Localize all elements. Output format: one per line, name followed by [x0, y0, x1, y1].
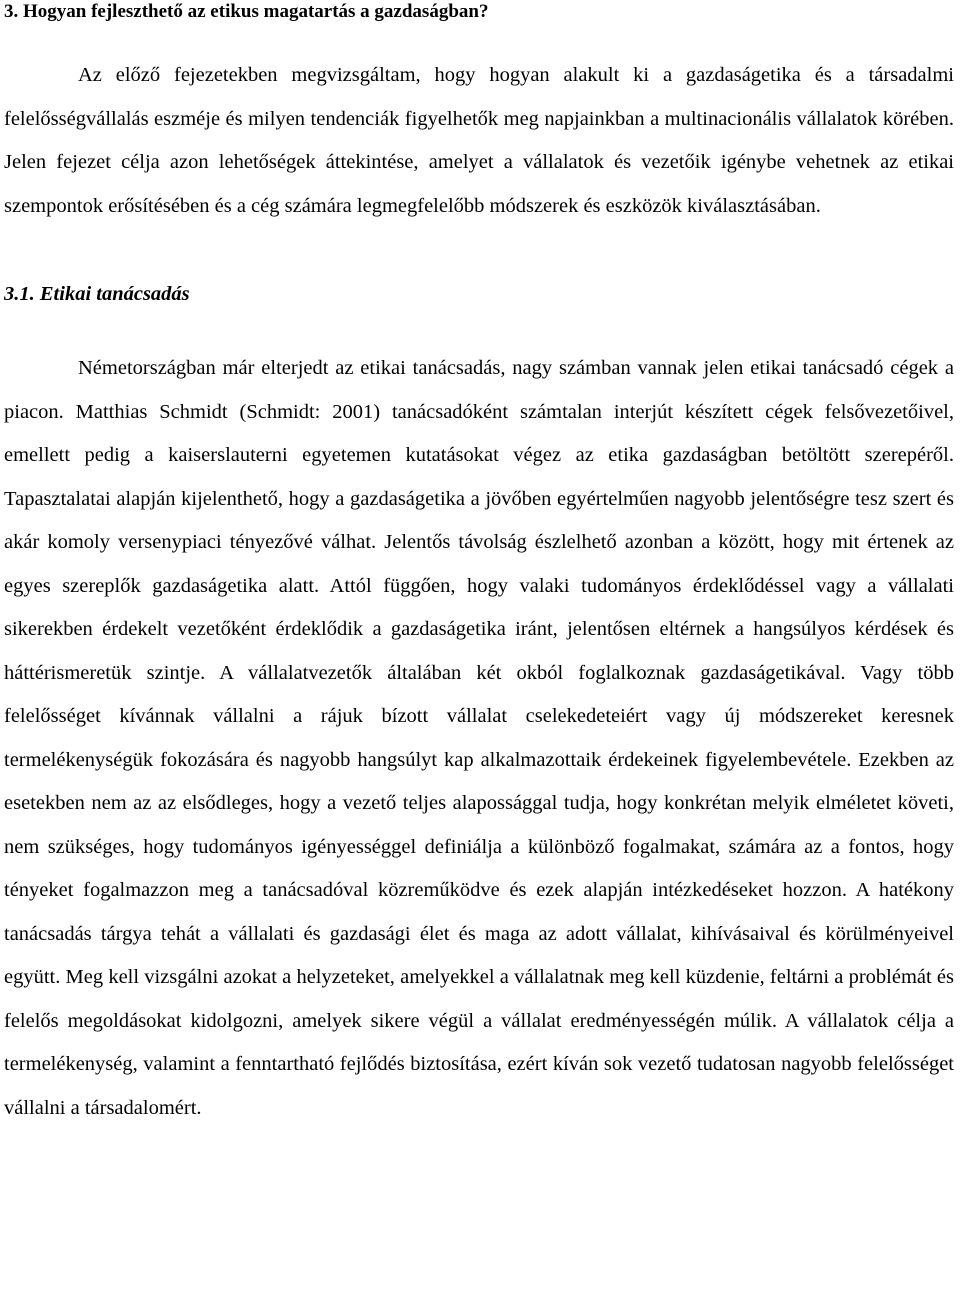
body-paragraph: Németországban már elterjedt az etikai tanácsadás, nagy számban vannak jelen etikai tanácsadó cégek a piacon. Matthias Schmidt (Schmidt: 2001) tanácsadóként számtalan interjút készített cégek felsővezetőivel, emellett pedig a kaiserslauterni egyetemen kutatásokat végez az etika gazdaságban betöltött szerepéről. Tapasztalatai alapján kijelenthető, hogy a gazdaságetika a jövőben egyértelműen nagyobb jelentőségre tesz szert és akár komoly versenypiaci tényezővé válhat. Jelentős távolság észlelhető azonban a között, hogy mit értenek az egyes szereplők gazdaságetika alatt. Attól függően, hogy valaki tudományos érdeklődéssel vagy a vállalati sikerekben érdekelt vezetőként érdeklődik a gazdaságetika iránt, jelentősen eltérnek a hangsúlyos kérdések és háttérismeretük szintje. A vállalatvezetők általában két okból foglalkoznak gazdaságetikával. Vagy több felelősséget kívánnak vállalni a rájuk bízott vállalat cselekedeteiért vagy új módszereket keresnek termelékenységük fokozására és nagyobb hangsúlyt kap alkalmazottaik érdekeinek figyelembevétele. Ezekben az esetekben nem az az elsődleges, hogy a vezető teljes alapossággal tudja, hogy konkrétan melyik elméletet követi, nem szükséges, hogy tudományos igényességgel definiálja a különböző fogalmakat, számára az a fontos, hogy tényeket fogalmazzon meg a tanácsadóval közreműködve és ezek alapján intézkedéseket hozzon. A hatékony tanácsadás tárgya tehát a vállalati és gazdasági élet és maga az adott vállalat, kihívásaival és körülményeivel együtt. Meg kell vizsgálni azokat a helyzeteket, amelyekkel a vállalatnak meg kell küzdenie, feltárni a problémát és felelős megoldásokat kidolgozni, amelyek sikere végül a vállalat eredményességén múlik. A vállalatok célja a termelékenység, valamint a fenntartható fejlődés biztosítása, ezért kíván sok vezető tudatosan nagyobb felelősséget vállalni a társadalomért.	[4, 357, 954, 1119]
section-heading: 3.1. Etikai tanácsadás	[4, 283, 190, 305]
document-page	[4, 0, 954, 1130]
chapter-heading: 3. Hogyan fejleszthető az etikus magatartás a gazdaságban?	[4, 1, 489, 22]
intro-paragraph: Az előző fejezetekben megvizsgáltam, hogy hogyan alakult ki a gazdaságetika és a társadalmi felelősségvállalás eszméje és milyen tendenciák figyelhetők meg napjainkban a multinacionális vállalatok körében. Jelen fejezet célja azon lehetőségek áttekintése, amelyet a vállalatok és vezetőik igénybe vehetnek az etikai szempontok erősítésében és a cég számára legmegfelelőbb módszerek és eszközök kiválasztásában.	[4, 64, 954, 217]
